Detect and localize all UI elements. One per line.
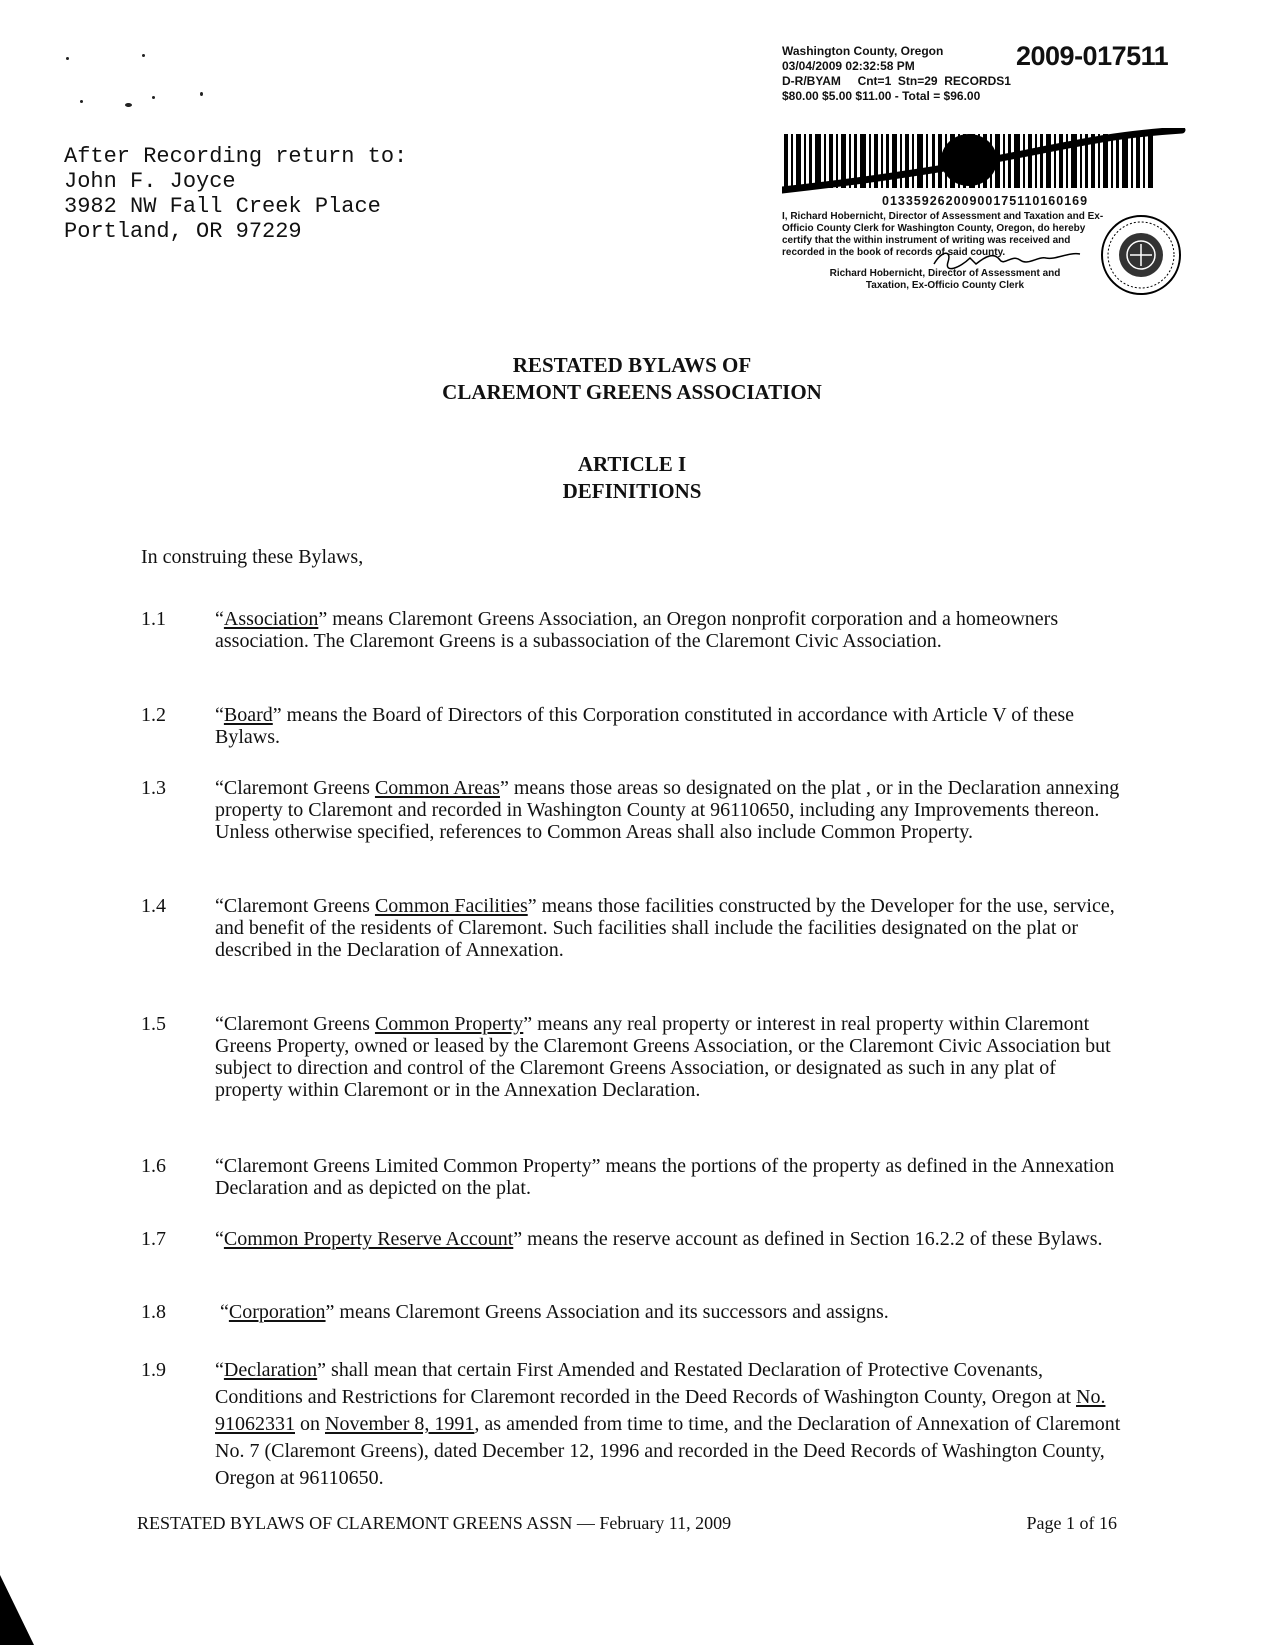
item-body: ” means any real property or interest in real property within Claremont Greens Property, owned or leased by the Claremont Greens Association, or the Claremont Civic Association but subject to direction and control of the Claremont Greens Association, or designated as such in any plat of property within Claremont or in the Annexation Declaration.	[215, 1013, 1111, 1101]
article-subheading: DEFINITIONS	[562, 479, 702, 503]
item-body: ” means the Board of Directors of this Corporation constituted in accordance with Article V of these Bylaws.	[215, 704, 1075, 748]
item-prefix: “Claremont Greens	[215, 1013, 375, 1035]
return-street: 3982 NW Fall Creek Place	[64, 194, 381, 219]
recording-line3: D-R/BYAM Cnt=1 Stn=29 RECORDS1	[782, 74, 1011, 88]
recording-county: Washington County, Oregon	[782, 44, 944, 58]
item-body: ” means Claremont Greens Association and its successors and assigns.	[325, 1301, 889, 1323]
recording-number: 2009-017511	[1016, 41, 1169, 71]
title-line-2: CLAREMONT GREENS ASSOCIATION	[442, 380, 822, 404]
item-body: ” means Claremont Greens Association, an Oregon nonprofit corporation and a homeowners association. The Claremont Greens is a subassociation of the Claremont Civic Association.	[215, 608, 1059, 652]
item-body: , as amended from time to time, and the Declaration of Annexation of Claremont No. 7 (Claremont Greens), dated December 12, 1996 and recorded in the Deed Records of Washington County, Oregon at 96110650.	[215, 1413, 1121, 1489]
article-heading	[0, 451, 1264, 505]
signer-line-1: Richard Hobernicht, Director of Assessment and	[829, 268, 1061, 279]
title-line-1: RESTATED BYLAWS OF	[512, 353, 752, 377]
item-prefix: “	[215, 1359, 224, 1381]
item-number: 1.4	[141, 895, 166, 917]
item-text	[215, 608, 1121, 652]
page-footer	[137, 1513, 1117, 1534]
item-text	[215, 704, 1121, 748]
item-text	[215, 1155, 1121, 1199]
item-prefix: “Claremont Greens	[215, 895, 375, 917]
item-number: 1.2	[141, 704, 166, 726]
item-body: “Claremont Greens Limited Common Property” means the portions of the property as defined in the Annexation Declaration and as depicted on the plat.	[215, 1155, 1115, 1199]
item-text	[215, 1228, 1121, 1250]
barcode	[782, 128, 1192, 200]
defined-term: Common Property	[374, 1013, 524, 1035]
intro-text: In construing these Bylaws,	[141, 546, 364, 568]
item-number: 1.3	[141, 777, 166, 799]
item-prefix: “	[215, 1228, 224, 1250]
barcode-number: 01335926200900175110160169	[882, 194, 1089, 208]
recording-datetime: 03/04/2009 02:32:58 PM	[782, 59, 915, 73]
recording-stamp	[782, 41, 1202, 291]
article-number: ARTICLE I	[577, 452, 687, 476]
defined-term: Common Facilities	[374, 895, 528, 917]
item-prefix: “	[215, 704, 224, 726]
scan-corner-mark	[0, 1575, 40, 1645]
county-seal-icon	[1100, 214, 1182, 296]
footer-title: RESTATED BYLAWS OF CLAREMONT GREENS ASSN — February 11, 2009	[137, 1513, 732, 1533]
item-prefix: “	[215, 1301, 229, 1323]
defined-term: Association	[223, 608, 319, 630]
defined-term: Corporation	[228, 1301, 326, 1323]
item-prefix: “Claremont Greens	[215, 777, 375, 799]
item-number: 1.5	[141, 1013, 166, 1035]
defined-term: Declaration	[223, 1359, 318, 1381]
return-address	[64, 144, 407, 244]
item-text	[215, 1301, 1121, 1323]
recording-reference: No. 91062331	[215, 1386, 1106, 1435]
defined-term: Common Areas	[374, 777, 500, 799]
recording-fees: $80.00 $5.00 $11.00 - Total = $96.00	[782, 89, 981, 103]
item-number: 1.8	[141, 1301, 166, 1323]
scan-speck	[66, 57, 69, 60]
signer-line-2: Taxation, Ex-Officio County Clerk	[865, 280, 1025, 291]
item-body: ” means the reserve account as defined in Section 16.2.2 of these Bylaws.	[513, 1228, 1103, 1250]
scan-speck	[80, 100, 83, 103]
item-number: 1.7	[141, 1228, 166, 1250]
scan-speck	[125, 103, 132, 107]
return-city: Portland, OR 97229	[64, 219, 302, 244]
item-text	[215, 1013, 1121, 1101]
item-number: 1.6	[141, 1155, 166, 1177]
return-name: John F. Joyce	[64, 169, 236, 194]
recording-date: November 8, 1991	[325, 1413, 475, 1435]
item-number: 1.9	[141, 1359, 166, 1381]
scan-speck	[152, 96, 155, 99]
document-title	[0, 352, 1264, 406]
clerk-certification: I, Richard Hobernicht, Director of Assessment and Taxation and Ex-Officio County Clerk for Washington County, Oregon, do hereby certify that the within instrument of writing was received and recorded in the book of records of said county.	[782, 211, 1104, 258]
item-body: ” means those facilities constructed by the Developer for the use, service, and benefit of the residents of Claremont. Such facilities shall include the facilities designated on the plat or described in the Declaration of Annexation.	[215, 895, 1115, 961]
item-prefix: “	[215, 608, 224, 630]
scan-speck	[142, 54, 145, 57]
item-text	[215, 1357, 1121, 1492]
item-text	[215, 777, 1121, 843]
item-number: 1.1	[141, 608, 166, 630]
page-number: Page 1 of 16	[1026, 1513, 1117, 1533]
clerk-signature-block	[800, 268, 1090, 292]
item-text	[215, 895, 1121, 961]
defined-term: Board	[223, 704, 273, 726]
item-body: on	[295, 1413, 325, 1435]
return-heading: After Recording return to:	[64, 144, 408, 169]
defined-term: Common Property Reserve Account	[223, 1228, 514, 1250]
item-body: ” shall mean that certain First Amended and Restated Declaration of Protective Covenants, Conditions and Restrictions for Claremont recorded in the Deed Records of Washington County, Oregon at	[215, 1359, 1076, 1408]
item-body: ” means those areas so designated on the plat , or in the Declaration annexing property to Claremont and recorded in Washington County at 96110650, including any Improvements thereon. Unless otherwise specified, references to Common Areas shall also include Common Property.	[215, 777, 1120, 843]
signature-mark	[930, 246, 1090, 272]
scan-speck	[200, 92, 203, 96]
